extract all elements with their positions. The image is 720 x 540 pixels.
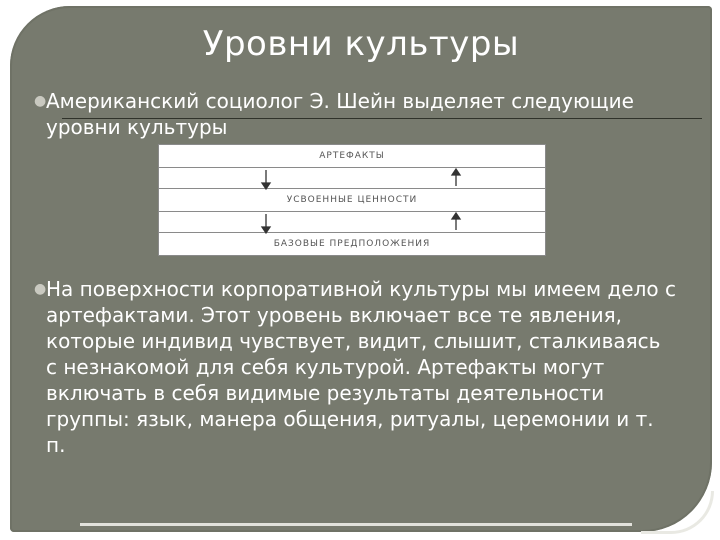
bullet-1-text: Американский социолог Э. Шейн выделяет следующие уровни культуры [46, 89, 634, 139]
diagram-arrows [158, 144, 544, 260]
level-assumptions: БАЗОВЫЕ ПРЕДПОЛОЖЕНИЯ [158, 232, 546, 256]
bullet-2-text: На поверхности корпоративной культуры мы имеем дело с артефактами. Этот уровень включает все те явления, которые индивид чувствует, видит, слышит, сталкиваясь с незнакомой для себя культурой. Артефакты могут включать в себя видимые результаты деятельности группы: язык, манера общения, ритуалы, церемонии и т. п. [46, 277, 676, 457]
arrow-up-1-head [452, 169, 460, 175]
level-artifacts: АРТЕФАКТЫ [158, 144, 546, 168]
slide [10, 6, 712, 532]
bottom-rule [80, 523, 632, 526]
bullet-2 [34, 276, 676, 458]
bullet-1 [34, 88, 646, 140]
bullet-icon: ● [34, 93, 47, 109]
arrow-down-2-head [262, 227, 270, 233]
corner-decoration [641, 491, 714, 534]
slide-title: Уровни культуры [202, 24, 520, 64]
level-values: УСВОЕННЫЕ ЦЕННОСТИ [158, 188, 546, 212]
bullet-icon: ● [34, 281, 47, 297]
arrow-down-1-head [262, 183, 270, 189]
culture-levels-diagram [158, 144, 544, 260]
arrow-up-2-head [452, 213, 460, 219]
